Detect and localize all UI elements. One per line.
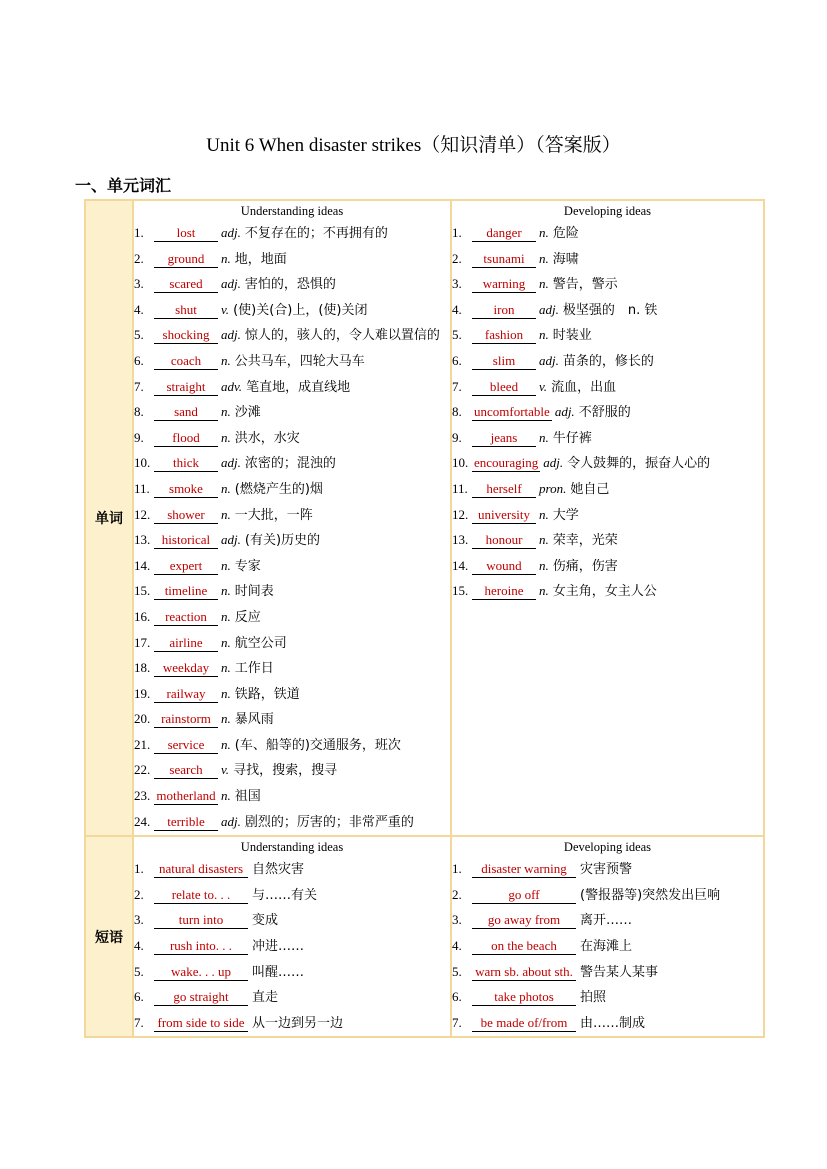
item-number: 20. [134,711,151,727]
item-number: 2. [134,250,144,266]
phrase-item [452,960,763,986]
word-item [452,375,763,401]
item-number: 17. [134,634,151,650]
item-number: 4. [452,301,462,317]
phrases-understanding-column [133,836,451,1037]
item-number: 21. [134,736,151,752]
part-of-speech: adj. [543,455,564,471]
chinese-meaning: 警告某人某事 [580,964,659,980]
part-of-speech: adj. [221,813,241,829]
chinese-meaning: 牛仔裤 [552,430,592,446]
part-of-speech: n. [539,250,549,266]
item-number: 6. [452,352,462,368]
chinese-meaning: 海啸 [552,251,579,267]
item-number: 6. [134,989,144,1005]
chinese-meaning: 祖国 [234,789,261,805]
answer-blank: shocking [154,327,218,344]
answer-blank: natural disasters [154,861,248,878]
chinese-meaning: 害怕的，恐惧的 [244,277,336,293]
part-of-speech: n. [539,557,549,573]
answer-blank: reaction [154,609,218,626]
item-number: 13. [452,532,469,548]
answer-blank: railway [154,686,218,703]
item-number: 10. [452,455,469,471]
item-number: 1. [452,225,462,240]
item-number: 13. [134,532,151,548]
item-number: 10. [134,455,151,471]
part-of-speech: adj. [554,404,575,420]
part-of-speech: v. [221,762,230,778]
item-number: 5. [452,963,462,979]
word-item [452,349,763,375]
chinese-meaning: 不复存在的；不再拥有的 [244,226,388,241]
category-words: 单词 [85,200,133,836]
item-number: 18. [134,660,151,676]
column-header: Developing ideas [563,840,652,855]
word-item [134,605,450,631]
chinese-meaning: 剧烈的；厉害的；非常严重的 [244,814,414,830]
answer-blank: fashion [472,327,536,344]
part-of-speech: v. [539,378,548,394]
word-item [452,503,763,529]
answer-blank: terrible [154,814,218,831]
item-number: 19. [134,685,151,701]
chinese-meaning: 铁路，铁道 [234,686,300,702]
word-item [452,247,763,273]
part-of-speech: n. [221,634,231,650]
part-of-speech: n. [221,736,231,752]
chinese-meaning: 女主角，女主人公 [552,584,657,600]
chinese-meaning: 工作日 [234,661,274,677]
word-item [452,528,763,554]
item-number: 12. [134,506,151,522]
item-number: 14. [452,557,469,573]
item-number: 7. [134,378,144,394]
section-heading: 一、单元词汇 [75,176,172,195]
part-of-speech: n. [221,250,231,266]
answer-blank: smoke [154,481,218,498]
phrase-item [452,934,763,960]
answer-blank: uncomfortable [474,404,550,420]
part-of-speech: adj. [221,327,241,343]
answer-blank: danger [472,225,536,242]
phrase-item [134,985,450,1011]
answer-blank: heroine [472,583,536,600]
answer-blank: coach [154,353,218,370]
phrase-item [134,934,450,960]
answer-blank: encouraging [474,455,539,471]
word-item [134,707,450,733]
part-of-speech: n. [539,429,549,445]
word-item [134,528,450,554]
item-number: 3. [452,276,462,292]
answer-blank: on the beach [472,938,576,955]
phrase-item [134,960,450,986]
item-number: 3. [452,912,462,928]
word-item [452,221,763,247]
answer-blank: weekday [154,660,218,677]
chinese-meaning: 专家 [234,558,261,574]
chinese-meaning: 在海滩上 [580,939,633,955]
word-item [134,272,450,298]
item-number: 2. [452,250,462,266]
word-item [134,810,450,836]
item-number: 11. [452,480,468,496]
answer-blank: service [154,737,218,754]
chinese-meaning: 航空公司 [234,635,287,651]
word-item [134,579,450,605]
phrase-item [134,883,450,909]
chinese-meaning: 地，地面 [234,251,287,267]
answer-blank: go off [472,887,576,904]
part-of-speech: n. [221,788,231,804]
item-number: 8. [452,404,462,420]
item-number: 9. [452,429,462,445]
word-item [134,323,450,349]
answer-blank: wake. . . up [154,964,248,981]
item-number: 14. [134,557,151,573]
item-number: 5. [134,327,144,343]
part-of-speech: adj. [221,276,241,292]
chinese-meaning: 叫醒…… [252,964,305,980]
chinese-meaning: 直走 [252,990,279,1006]
chinese-meaning: 荣幸，光荣 [552,533,618,549]
answer-blank: search [154,762,218,779]
word-item [134,375,450,401]
item-number: 2. [134,886,144,902]
answer-blank: straight [154,379,218,396]
phrase-item [452,1011,763,1037]
item-number: 3. [134,276,144,292]
item-number: 15. [134,583,151,599]
answer-blank: shut [154,302,218,319]
item-number: 9. [134,429,144,445]
item-number: 4. [452,938,462,954]
answer-blank: lost [154,225,218,242]
part-of-speech: adj. [221,225,241,240]
part-of-speech: n. [539,327,549,343]
word-item [452,272,763,298]
chinese-meaning: 浓密的；混浊的 [244,456,336,472]
word-item [134,400,450,426]
chinese-meaning: 流血，出血 [551,379,617,395]
item-number: 7. [452,1014,462,1030]
phrase-item [452,857,763,883]
answer-blank: flood [154,430,218,447]
phrases-row [85,836,764,1037]
column-header: Understanding ideas [240,840,344,855]
answer-blank: rainstorm [154,711,218,728]
word-item [134,656,450,682]
part-of-speech: n. [221,660,231,676]
word-item [452,298,763,324]
chinese-meaning: 由……制成 [580,1015,646,1031]
answer-blank: thick [154,455,218,472]
chinese-meaning: 冲进…… [252,939,305,955]
chinese-meaning: 暴风雨 [234,712,274,728]
chinese-meaning: (使)关(合)上，(使)关闭 [233,302,368,318]
part-of-speech: n. [221,711,231,727]
item-number: 16. [134,608,151,624]
answer-blank: airline [154,635,218,652]
item-number: 4. [134,301,144,317]
chinese-meaning: 苗条的，修长的 [562,353,654,369]
column-header: Understanding ideas [240,204,344,218]
part-of-speech: n. [221,480,231,496]
answer-blank: shower [154,507,218,524]
word-item [134,631,450,657]
part-of-speech: adj. [539,301,559,317]
answer-blank: wound [472,558,536,575]
answer-blank: slim [472,353,536,370]
part-of-speech: n. [221,506,231,522]
item-number: 1. [452,861,462,877]
column-header: Developing ideas [563,204,652,218]
part-of-speech: n. [539,532,549,548]
chinese-meaning: 离开…… [580,913,633,929]
answer-blank: from side to side [154,1015,248,1032]
part-of-speech: n. [221,557,231,573]
part-of-speech: n. [539,225,549,240]
answer-blank: scared [154,276,218,293]
chinese-meaning: 极坚强的 n. 铁 [562,302,658,318]
chinese-meaning: 寻找，搜索，搜寻 [233,763,338,779]
word-item [134,451,450,477]
answer-blank: historical [154,532,218,549]
page-title: Unit 6 When disaster strikes（知识清单）（答案版） [206,135,621,156]
answer-blank: jeans [472,430,536,447]
phrase-item [134,857,450,883]
chinese-meaning: 洪水，水灾 [234,430,300,446]
chinese-meaning: 变成 [252,913,279,929]
chinese-meaning: 拍照 [580,990,607,1006]
part-of-speech: n. [221,583,231,599]
part-of-speech: n. [221,429,231,445]
phrase-list [452,857,763,1036]
part-of-speech: n. [221,352,231,368]
word-item [134,298,450,324]
answer-blank: ground [154,251,218,268]
chinese-meaning: 与……有关 [252,887,318,903]
chinese-meaning: 惊人的，骇人的，令人难以置信的 [244,328,440,344]
word-item [134,682,450,708]
words-developing-column [451,200,764,836]
item-number: 3. [134,912,144,928]
item-number: 12. [452,506,469,522]
part-of-speech: n. [539,583,549,599]
chinese-meaning: (车、船等的)交通服务，班次 [234,737,401,753]
chinese-meaning: 不舒服的 [578,405,631,421]
word-item [134,503,450,529]
chinese-meaning: 公共马车，四轮大马车 [234,353,365,369]
answer-blank: herself [472,481,536,498]
item-number: 4. [134,938,144,954]
phrase-item [134,908,450,934]
word-item [134,554,450,580]
item-number: 6. [134,352,144,368]
category-phrases: 短语 [85,836,133,1037]
part-of-speech: n. [539,276,549,292]
word-item [452,451,763,477]
item-number: 7. [134,1014,144,1030]
item-number: 6. [452,989,462,1005]
word-item [452,400,763,426]
answer-blank: go straight [154,989,248,1006]
item-number: 1. [134,225,144,240]
word-item [134,784,450,810]
word-item [134,247,450,273]
answer-blank: sand [154,404,218,421]
part-of-speech: adj. [221,455,241,471]
answer-blank: warn sb. about sth. [472,964,576,981]
item-number: 1. [134,861,144,877]
word-item [452,477,763,503]
answer-blank: timeline [154,583,218,600]
answer-blank: tsunami [472,251,536,268]
word-item [452,579,763,605]
part-of-speech: pron. [539,480,567,496]
part-of-speech: adj. [221,532,241,548]
item-number: 2. [452,886,462,902]
chinese-meaning: 危险 [552,226,579,241]
answer-blank: honour [472,532,536,549]
word-list [134,221,450,835]
word-item [452,554,763,580]
phrase-item [452,985,763,1011]
part-of-speech: adj. [539,352,559,368]
chinese-meaning: 大学 [552,507,579,523]
chinese-meaning: 笔直地，成直线地 [246,379,351,395]
item-number: 22. [134,762,151,778]
chinese-meaning: 时间表 [234,584,274,600]
word-item [452,426,763,452]
answer-blank: expert [154,558,218,575]
part-of-speech: n. [539,506,549,522]
item-number: 8. [134,404,144,420]
word-item [452,323,763,349]
words-understanding-column [133,200,451,836]
chinese-meaning: 时装业 [552,328,592,344]
phrase-list [134,857,450,1036]
answer-blank: be made of/from [472,1015,576,1032]
chinese-meaning: 伤痛，伤害 [552,558,618,574]
chinese-meaning: 沙滩 [234,405,261,421]
chinese-meaning: 从一边到另一边 [252,1015,344,1031]
answer-blank: disaster warning [472,861,576,878]
word-item [134,758,450,784]
answer-blank: warning [472,276,536,293]
chinese-meaning: 反应 [234,609,261,625]
word-item [134,349,450,375]
answer-blank: bleed [472,379,536,396]
chinese-meaning: (有关)历史的 [244,533,321,549]
chinese-meaning: 她自己 [570,481,610,497]
part-of-speech: n. [221,608,231,624]
word-list [452,221,763,605]
answer-blank: rush into. . . [154,938,248,955]
chinese-meaning: (警报器等)突然发出巨响 [580,887,721,903]
word-item [134,477,450,503]
phrase-item [452,908,763,934]
answer-blank: turn into [154,912,248,929]
chinese-meaning: (燃烧产生的)烟 [234,481,323,497]
answer-blank: iron [472,302,536,319]
answer-blank: go away from [472,912,576,929]
phrase-item [134,1011,450,1037]
item-number: 23. [134,788,151,804]
item-number: 5. [134,963,144,979]
chinese-meaning: 警告，警示 [552,277,618,293]
part-of-speech: n. [221,404,231,420]
phrases-developing-column [451,836,764,1037]
item-number: 11. [134,480,150,496]
chinese-meaning: 一大批，一阵 [234,507,313,523]
phrase-item [452,883,763,909]
chinese-meaning: 灾害预警 [580,862,633,878]
chinese-meaning: 令人鼓舞的，振奋人心的 [567,456,711,472]
item-number: 7. [452,378,462,394]
item-number: 24. [134,813,151,829]
words-row [85,200,764,836]
answer-blank: motherland [154,788,218,805]
part-of-speech: n. [221,685,231,701]
item-number: 15. [452,583,469,599]
word-item [134,733,450,759]
item-number: 5. [452,327,462,343]
vocabulary-table [84,199,765,1038]
word-item [134,221,450,247]
chinese-meaning: 自然灾害 [252,862,305,878]
answer-blank: take photos [472,989,576,1006]
part-of-speech: v. [221,301,230,317]
part-of-speech: adv. [221,378,243,394]
answer-blank: relate to. . . [154,887,248,904]
answer-blank: university [472,507,536,524]
word-item [134,426,450,452]
